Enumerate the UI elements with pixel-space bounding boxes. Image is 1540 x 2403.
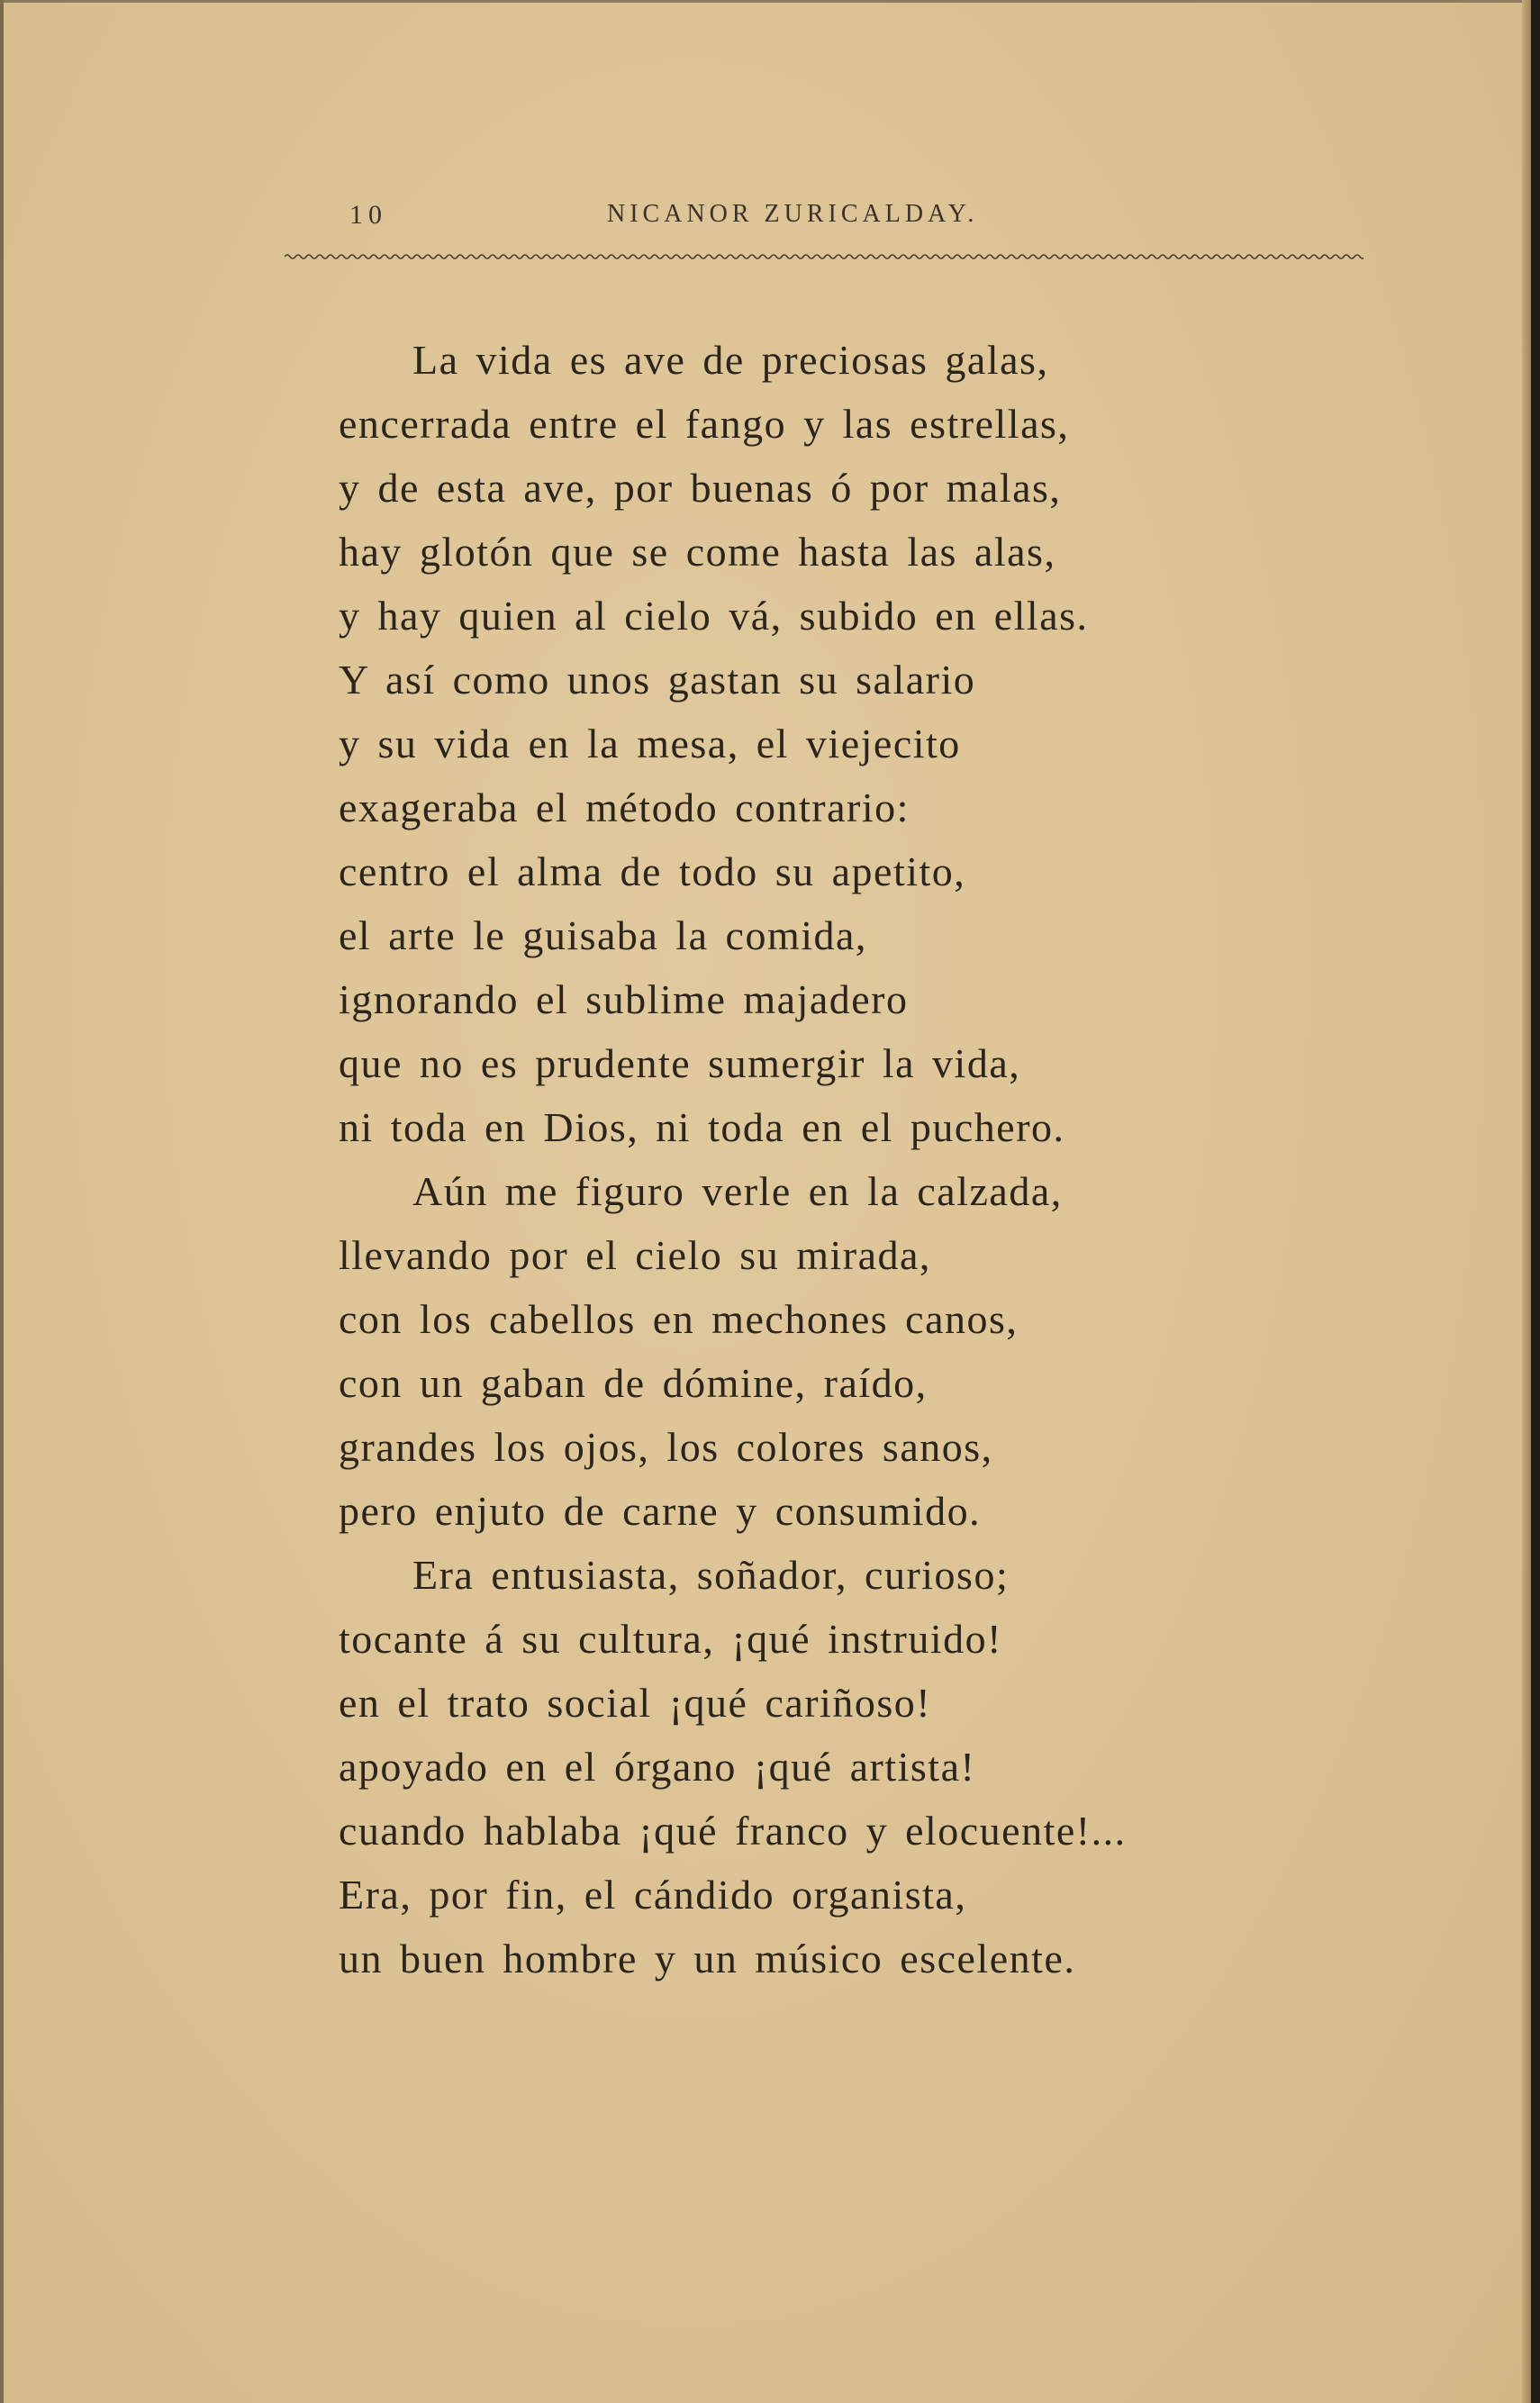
ornamental-rule [285,250,1363,263]
running-head [349,200,1360,236]
page-edge-top [0,0,1531,3]
verse-line: Era, por fin, el cándido organista, [339,1872,967,1918]
verse-line: La vida es ave de preciosas galas, [412,337,1049,383]
verse-line: que no es prudente sumergir la vida, [339,1040,1021,1086]
verse-line: llevando por el cielo su mirada, [339,1232,931,1278]
verse-line: con un gaban de dómine, raído, [339,1360,928,1406]
verse-line: Era entusiasta, soñador, curioso; [412,1552,1010,1598]
poem-body [339,328,1419,1990]
verse-line: con los cabellos en mechones canos, [339,1296,1019,1342]
verse-line: un buen hombre y un músico escelente. [339,1936,1076,1981]
page-edge-right [1522,0,1531,2403]
verse-line: cuando hablaba ¡qué franco y elocuente!... [339,1808,1127,1854]
running-head-author: NICANOR ZURICALDAY. [607,200,979,228]
verse-line: tocante á su cultura, ¡qué instruido! [339,1616,1002,1662]
verse-line: Aún me figuro verle en la calzada, [412,1168,1063,1214]
verse-line: grandes los ojos, los colores sanos, [339,1424,993,1470]
verse-line: apoyado en el órgano ¡qué artista! [339,1744,976,1790]
verse-line: y su vida en la mesa, el viejecito [339,721,961,766]
verse-line: y hay quien al cielo vá, subido en ellas. [339,593,1089,639]
verse-line: exageraba el método contrario: [339,784,910,830]
verse-line: el arte le guisaba la comida, [339,912,867,958]
verse-line: Y así como unos gastan su salario [339,657,976,703]
verse-line: ignorando el sublime majadero [339,976,909,1022]
verse-line: hay glotón que se come hasta las alas, [339,529,1056,575]
verse-line: encerrada entre el fango y las estrellas, [339,401,1070,447]
verse-line: ni toda en Dios, ni toda en el puchero. [339,1104,1065,1150]
verse-line: y de esta ave, por buenas ó por malas, [339,465,1062,511]
verse-line: centro el alma de todo su apetito, [339,848,966,894]
page-edge-left [0,0,4,2403]
verse-line: en el trato social ¡qué cariñoso! [339,1680,932,1726]
page-number: 10 [349,200,387,230]
verse-line: pero enjuto de carne y consumido. [339,1488,982,1534]
